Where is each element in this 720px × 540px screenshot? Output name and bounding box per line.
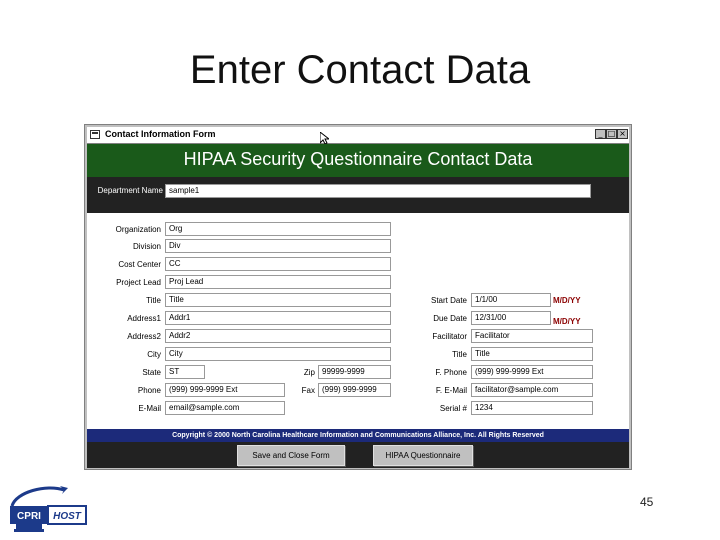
facilitator-email-label: F. E-Mail <box>435 386 467 395</box>
email-label: E-Mail <box>138 404 161 413</box>
serial-number-label: Serial # <box>439 404 467 413</box>
department-label: Department Name <box>97 186 163 195</box>
address1-label: Address1 <box>127 314 161 323</box>
form-icon <box>90 130 100 139</box>
form-header <box>87 144 629 177</box>
start-date-format-hint: M/D/YY <box>553 296 581 305</box>
copyright-bar: Copyright © 2000 North Carolina Healthcare Information and Communications Alliance, Inc. All Rights Reserved <box>87 429 629 442</box>
address2-field[interactable]: Addr2 <box>165 329 391 343</box>
facilitator-phone-label: F. Phone <box>435 368 467 377</box>
state-label: State <box>142 368 161 377</box>
logo-host-text: HOST <box>53 511 81 522</box>
address1-field[interactable]: Addr1 <box>165 311 391 325</box>
fax-label: Fax <box>301 386 315 395</box>
start-date-label: Start Date <box>430 296 467 305</box>
due-date-field[interactable]: 12/31/00 <box>471 311 551 325</box>
division-field[interactable]: Div <box>165 239 391 253</box>
save-and-close-button[interactable]: Save and Close Form <box>237 445 345 466</box>
due-date-format-hint: M/D/YY <box>553 317 581 326</box>
city-label: City <box>147 350 161 359</box>
facilitator-title-label: Title <box>452 350 467 359</box>
cost-center-label: Cost Center <box>118 260 161 269</box>
facilitator-phone-field[interactable]: (999) 999-9999 Ext <box>471 365 593 379</box>
minimize-button[interactable]: _ <box>595 129 606 139</box>
address2-label: Address2 <box>127 332 161 341</box>
email-field[interactable]: email@sample.com <box>165 401 285 415</box>
organization-field[interactable]: Org <box>165 222 391 236</box>
organization-label: Organization <box>115 225 161 234</box>
form-footer <box>87 442 629 468</box>
project-lead-label: Project Lead <box>116 278 161 287</box>
form-heading: HIPAA Security Questionnaire Contact Data <box>183 149 533 169</box>
cost-center-field[interactable]: CC <box>165 257 391 271</box>
facilitator-email-field[interactable]: facilitator@sample.com <box>471 383 593 397</box>
zip-field[interactable]: 99999-9999 <box>318 365 391 379</box>
maximize-button[interactable]: □ <box>607 129 616 138</box>
facilitator-title-field[interactable]: Title <box>471 347 593 361</box>
facilitator-label: Facilitator <box>432 332 467 341</box>
title-field[interactable]: Title <box>165 293 391 307</box>
contact-form-window <box>84 124 632 470</box>
city-field[interactable]: City <box>165 347 391 361</box>
phone-label: Phone <box>137 386 161 395</box>
logo-cpri-text: CPRI <box>17 511 41 522</box>
division-label: Division <box>132 242 161 251</box>
phone-field[interactable]: (999) 999-9999 Ext <box>165 383 285 397</box>
slide-title: Enter Contact Data <box>189 48 531 92</box>
department-name-field[interactable]: sample1 <box>165 184 591 198</box>
project-lead-field[interactable]: Proj Lead <box>165 275 391 289</box>
fax-field[interactable]: (999) 999-9999 <box>318 383 391 397</box>
page-number: 45 <box>640 495 654 509</box>
due-date-label: Due Date <box>433 314 467 323</box>
cpri-host-logo <box>6 484 102 534</box>
facilitator-field[interactable]: Facilitator <box>471 329 593 343</box>
start-date-field[interactable]: 1/1/00 <box>471 293 551 307</box>
title-label: Title <box>146 296 161 305</box>
hipaa-questionnaire-button[interactable]: HIPAA Questionnaire <box>373 445 473 466</box>
close-button[interactable]: × <box>617 129 628 139</box>
window-title: Contact Information Form <box>105 129 216 139</box>
serial-number-field[interactable]: 1234 <box>471 401 593 415</box>
window-titlebar[interactable] <box>87 127 629 144</box>
zip-label: Zip <box>303 368 315 377</box>
state-field[interactable]: ST <box>165 365 205 379</box>
